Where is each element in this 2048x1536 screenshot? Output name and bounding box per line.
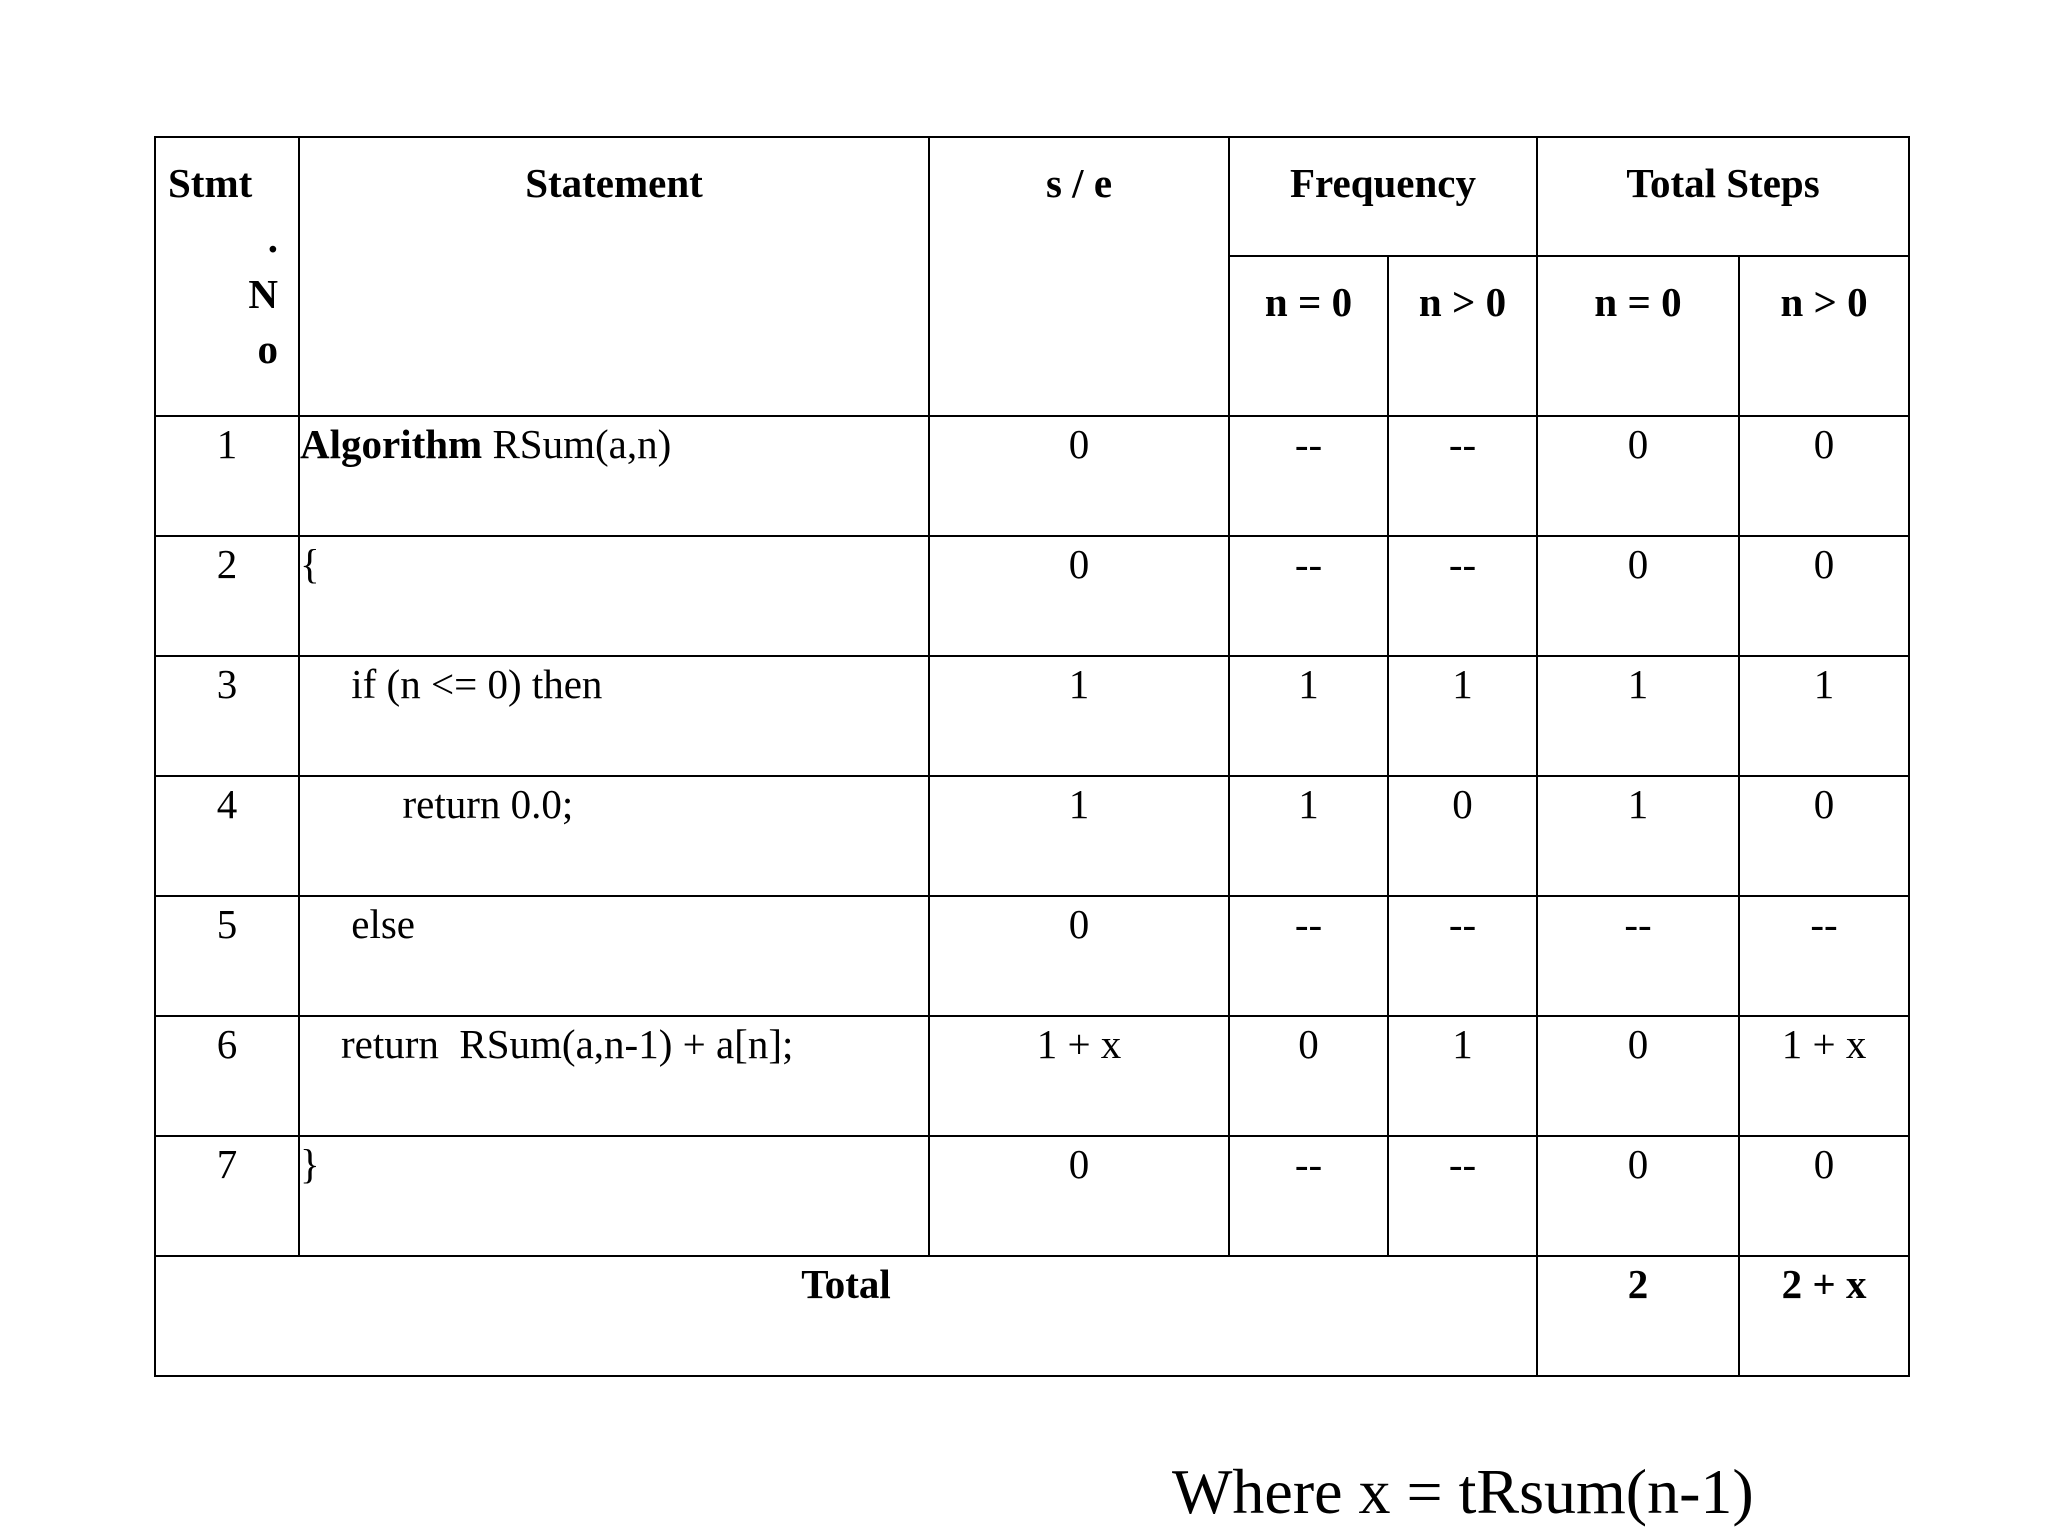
row-statement: return 0.0; — [299, 776, 929, 896]
header-stmt-no — [155, 137, 299, 416]
row-total-n-eq-0: -- — [1537, 896, 1739, 1016]
table-row — [155, 896, 1909, 1016]
header-frequency-n-gt-0: n > 0 — [1388, 256, 1537, 416]
row-freq-n-eq-0: -- — [1229, 1136, 1388, 1256]
row-total-n-gt-0: 1 — [1739, 656, 1909, 776]
header-total-n-gt-0: n > 0 — [1739, 256, 1909, 416]
table-row — [155, 776, 1909, 896]
total-row — [155, 1256, 1909, 1376]
header-stmt-no-part: o — [257, 326, 278, 373]
row-freq-n-gt-0: -- — [1388, 1136, 1537, 1256]
row-se: 0 — [929, 416, 1229, 536]
header-total-n-eq-0: n = 0 — [1537, 256, 1739, 416]
row-statement-keyword: Algorithm — [300, 421, 483, 467]
table-row — [155, 1016, 1909, 1136]
row-freq-n-eq-0: 1 — [1229, 656, 1388, 776]
table-row — [155, 416, 1909, 536]
row-total-n-gt-0: 0 — [1739, 536, 1909, 656]
row-total-n-gt-0: 0 — [1739, 776, 1909, 896]
row-number: 3 — [155, 656, 299, 776]
row-number: 5 — [155, 896, 299, 1016]
row-number: 4 — [155, 776, 299, 896]
row-total-n-gt-0: 0 — [1739, 416, 1909, 536]
header-frequency-n-eq-0: n = 0 — [1229, 256, 1388, 416]
header-frequency: Frequency — [1229, 137, 1537, 256]
row-freq-n-gt-0: -- — [1388, 536, 1537, 656]
row-freq-n-eq-0: 0 — [1229, 1016, 1388, 1136]
total-n-gt-0: 2 + x — [1739, 1256, 1909, 1376]
row-freq-n-gt-0: -- — [1388, 416, 1537, 536]
row-freq-n-eq-0: 1 — [1229, 776, 1388, 896]
row-total-n-eq-0: 0 — [1537, 416, 1739, 536]
table-row — [155, 1136, 1909, 1256]
footnote: Where x = tRsum(n-1) — [1172, 1456, 1754, 1527]
row-number: 1 — [155, 416, 299, 536]
row-total-n-eq-0: 1 — [1537, 776, 1739, 896]
row-statement: { — [299, 536, 929, 656]
row-total-n-eq-0: 0 — [1537, 536, 1739, 656]
table-row — [155, 536, 1909, 656]
row-freq-n-gt-0: 1 — [1388, 1016, 1537, 1136]
row-total-n-gt-0: -- — [1739, 896, 1909, 1016]
total-label: Total — [155, 1256, 1537, 1376]
row-number: 2 — [155, 536, 299, 656]
row-se: 1 — [929, 656, 1229, 776]
row-total-n-eq-0: 0 — [1537, 1136, 1739, 1256]
row-freq-n-eq-0: -- — [1229, 536, 1388, 656]
header-total-steps: Total Steps — [1537, 137, 1909, 256]
row-freq-n-eq-0: -- — [1229, 416, 1388, 536]
row-se: 0 — [929, 896, 1229, 1016]
row-total-n-gt-0: 1 + x — [1739, 1016, 1909, 1136]
header-statement: Statement — [299, 137, 929, 416]
row-number: 6 — [155, 1016, 299, 1136]
row-freq-n-eq-0: -- — [1229, 896, 1388, 1016]
step-count-table — [154, 136, 1910, 1377]
header-stmt-no-part: N — [248, 270, 278, 317]
row-total-n-gt-0: 0 — [1739, 1136, 1909, 1256]
row-number: 7 — [155, 1136, 299, 1256]
row-statement: return RSum(a,n-1) + a[n]; — [299, 1016, 929, 1136]
row-total-n-eq-0: 1 — [1537, 656, 1739, 776]
row-statement: if (n <= 0) then — [299, 656, 929, 776]
row-statement — [299, 416, 929, 536]
row-total-n-eq-0: 0 — [1537, 1016, 1739, 1136]
row-se: 0 — [929, 536, 1229, 656]
row-freq-n-gt-0: -- — [1388, 896, 1537, 1016]
row-se: 1 — [929, 776, 1229, 896]
header-stmt-no-part: . — [267, 215, 278, 262]
row-statement: else — [299, 896, 929, 1016]
row-freq-n-gt-0: 0 — [1388, 776, 1537, 896]
row-statement-text: RSum(a,n) — [482, 421, 672, 467]
header-stmt-no-part: Stmt — [168, 160, 253, 206]
total-n-eq-0: 2 — [1537, 1256, 1739, 1376]
header-se: s / e — [929, 137, 1229, 416]
row-statement: } — [299, 1136, 929, 1256]
row-se: 0 — [929, 1136, 1229, 1256]
row-se: 1 + x — [929, 1016, 1229, 1136]
table-row — [155, 656, 1909, 776]
row-freq-n-gt-0: 1 — [1388, 656, 1537, 776]
